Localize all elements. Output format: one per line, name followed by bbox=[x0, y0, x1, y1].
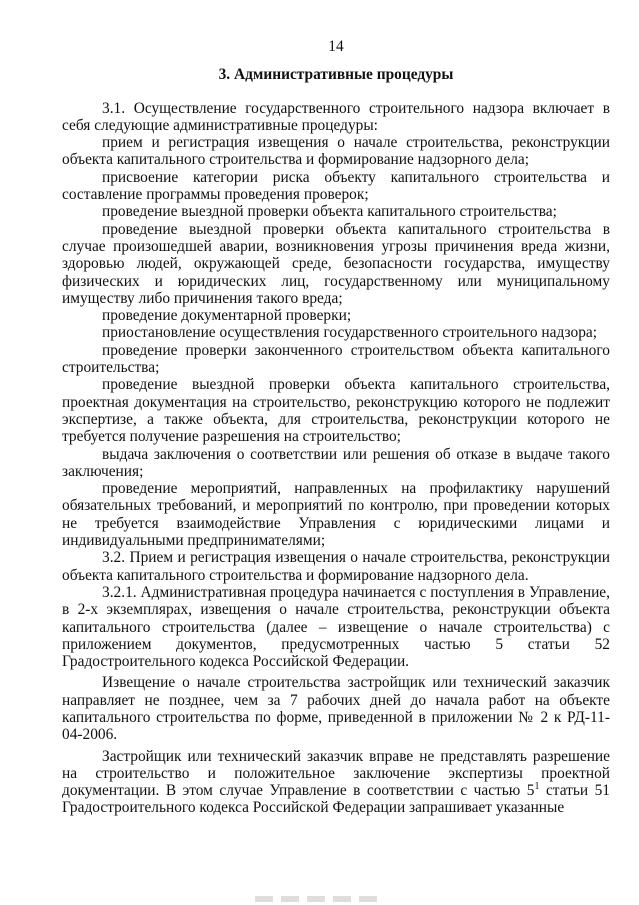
list-item-notice-registration: прием и регистрация извещения о начале строительства, реконструкции объекта капитального строительства и формирование надзорного дела; bbox=[62, 134, 610, 169]
list-item-non-expertise-inspection: проведение выездной проверки объекта капитального строительства, проектная документация на строительство, реконструкцию которого не подлежит экспертизе, а также объекта, для строительства, реконструкции которого не требуется получение разрешения на строительство; bbox=[62, 376, 610, 446]
paragraph-permit-request-text: Застройщик или технический заказчик вправе не представлять разрешение на строительство и положительное заключение экспертизы проектной документации. В этом случае Управление в соответствии с частью 5 bbox=[62, 747, 610, 800]
list-item-conformity-conclusion: выдача заключения о соответствии или решения об отказе в выдаче такого заключения; bbox=[62, 445, 610, 480]
paragraph-permit-request bbox=[62, 748, 610, 817]
list-item-document-inspection: проведение документарной проверки; bbox=[102, 307, 352, 325]
paragraph-permit-request-tail: статьи 51 Градостроительного кодекса Российской Федерации запрашивает указанные bbox=[62, 782, 611, 817]
paragraph-3-2-1: 3.2.1. Административная процедура начинается с поступления в Управление, в 2-х экземплярах, извещения о начале строительства, реконструкции объекта капитального строительства (далее – извещение о начале строительства) с приложением документов, предусмотренных частью 5 статьи 52 Градостроительного кодекса Российской Федерации. bbox=[62, 583, 610, 671]
superscript-footnote: 1 bbox=[534, 781, 540, 793]
paragraph-notice-deadline: Извещение о начале строительства застройщик или технический заказчик направляет не позднее, чем за 7 рабочих дней до начала работ на объекте капитального строительства по форме, приведенной в приложении № 2 к РД-11-04-2006. bbox=[62, 674, 610, 744]
faded-footer-mark bbox=[255, 896, 385, 902]
list-item-risk-category: присвоение категории риска объекту капитального строительства и составление программы проведения проверок; bbox=[62, 168, 610, 204]
list-item-accident-inspection: проведение выездной проверки объекта капитального строительства в случае произошедшей аварии, возникновения угрозы причинения вреда жизни, здоровью людей, окружающей среде, безопасности государства, имуществу физических и юридических лиц, государственному или муниципальному имуществу либо причинения такого вреда; bbox=[62, 220, 610, 307]
paragraph-3-2: 3.2. Прием и регистрация извещения о начале строительства, реконструкции объекта капитального строительства и формирование надзорного дела. bbox=[62, 549, 610, 584]
section-title: 3. Административные процедуры bbox=[218, 66, 454, 84]
paragraph-3-1: 3.1. Осуществление государственного строительного надзора включает в себя следующие административные процедуры: bbox=[62, 99, 610, 134]
list-item-prevention-measures: проведение мероприятий, направленных на профилактику нарушений обязательных требований, и мероприятий по контролю, при проведении которых не требуется взаимодействие Управления с юридическими лицами и индивидуальными предпринимателями; bbox=[62, 480, 610, 550]
document-page bbox=[62, 38, 610, 817]
list-item-suspension: приостановление осуществления государственного строительного надзора; bbox=[102, 324, 598, 342]
list-item-site-inspection: проведение выездной проверки объекта капитального строительства; bbox=[102, 203, 557, 221]
list-item-final-inspection: проведение проверки законченного строительством объекта капитального строительства; bbox=[62, 341, 610, 377]
page-number: 14 bbox=[328, 38, 344, 55]
